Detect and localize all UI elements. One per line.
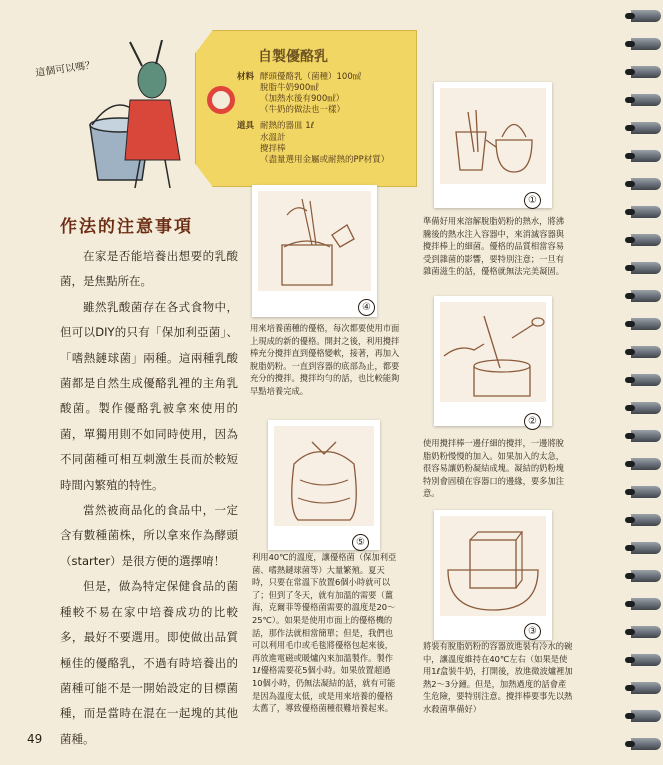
- step-3-text: 將裝有脫脂奶粉的容器放進裝有冷水的碗中，讓溫度維持在40℃左右（如果是使用1ℓ盒裝牛奶，打開後，放進微波爐裡加熱2～3分鐘。但是，加熱過度的話會產生危險，要特別注意。攪拌棒要事先以熱水殺菌準備好）: [423, 641, 573, 714]
- step-4-photo: [252, 185, 377, 317]
- material-item: （加熱水後有900㎖）: [260, 94, 345, 104]
- step-5-text: 利用40℃的溫度，讓優格菌（保加利亞菌、嗜熱鏈球菌等）大量繁殖。夏天時，只要在常溫下放置6個小時就可以了；但到了冬天，就有加溫的需要（薑海，克爾菲等優格菌需要的溫度是20～25℃）。如果是使用市面上的優格機的話，那作法就相當簡單；但是，我們也可以利用毛巾或毛毯將優格包起來後，再放進電磁或暖爐內來加溫製作。製作1ℓ優格需要花5個小時。如果放置超過10個小時，仍無法凝結的話，就有可能是因為溫度太低，或是用來培養的優格太舊了，導致優格菌種很難培養起來。: [252, 552, 397, 714]
- tools-label: 道具: [237, 121, 255, 131]
- material-item: （牛奶的做法也一樣）: [260, 105, 346, 115]
- tool-item: 耐熱的器皿 1ℓ: [260, 121, 315, 131]
- page-number: 49: [27, 732, 43, 746]
- step-4-number: ④: [358, 299, 375, 316]
- intro-paragraph: 在家是否能培養出想要的乳酸菌，是焦點所在。: [60, 249, 238, 289]
- tool-item: （盡量選用金屬或耐熱的PP材質）: [260, 155, 390, 165]
- section-heading: 作法的注意事項: [60, 217, 193, 237]
- intro-text: [60, 244, 238, 752]
- step-4-text: 用來培養菌種的優格，每次都要使用市面上現成的新的優格。開封之後，利用攪拌棒充分攪拌直到優格變軟，接著，再加入脫脂奶粉。一直到容器的底部為止，都要充分的攪拌。攪拌均勻的話，也比較能夠早點培養完成。: [250, 323, 400, 396]
- spiral-binding: [629, 10, 663, 760]
- step-5-photo: [268, 420, 380, 550]
- intro-paragraph: 當然被商品化的食品中，一定含有數種菌株，所以拿來作為酵頭（starter）是很方便的選擇唷！: [60, 503, 238, 568]
- recipe-title: 自製優酪乳: [258, 49, 328, 65]
- intro-paragraph: 但是，做為特定保健食品的菌種較不易在家中培養成功的比較多，最好不要選用。即使做出品質極佳的優酪乳，不過有時培養出的菌種可能不是一開始設定的目標菌種，而是當時在混在一起塊的其他菌種。: [60, 579, 238, 746]
- step-5-number: ⑤: [352, 534, 369, 551]
- step-2-number: ②: [524, 413, 541, 430]
- tool-item: 水溫計: [260, 133, 286, 143]
- tool-item: 攪拌棒: [260, 144, 286, 154]
- step-3-number: ③: [524, 623, 541, 640]
- material-item: 酵頭優酪乳（菌種）100㎖: [260, 72, 362, 82]
- tag-hole-icon: [207, 86, 235, 114]
- speech-bubble: 這個可以嗎？: [34, 59, 96, 80]
- intro-paragraph: 雖然乳酸菌存在各式食物中，但可以DIY的只有「保加利亞菌」、「嗜熱鏈球菌」兩種。這兩種乳酸菌都是自然生成優酪乳裡的主角乳酸菌。製作優酪乳被拿來使用的菌，單獨用則不如同時使用，因為不同菌種可相互刺激生長而於較短時間內繁殖的特性。: [60, 299, 238, 492]
- step-3-photo: [434, 510, 552, 640]
- step-1-number: ①: [524, 192, 541, 209]
- step-1-photo: [434, 82, 552, 208]
- step-1-text: 準備好用來溶解脫脂奶粉的熱水，將沸騰後的熱水注入容器中，來消滅容器與攪拌棒上的細菌。優格的品質相當容易受到雜菌的影響，要特別注意；一旦有雜菌滋生的話，優格就無法完美凝固。: [423, 216, 565, 277]
- step-2-text: 使用攪拌棒一邊仔細的攪拌，一邊將脫脂奶粉慢慢的加入。如果加入的太急，很容易讓奶粉凝結成塊。凝結的奶粉塊特別會固積在容器口的邊緣，要多加注意。: [423, 438, 565, 499]
- materials-label: 材料: [237, 72, 255, 82]
- step-2-photo: [434, 296, 552, 426]
- material-item: 脫脂牛奶900㎖: [260, 83, 319, 93]
